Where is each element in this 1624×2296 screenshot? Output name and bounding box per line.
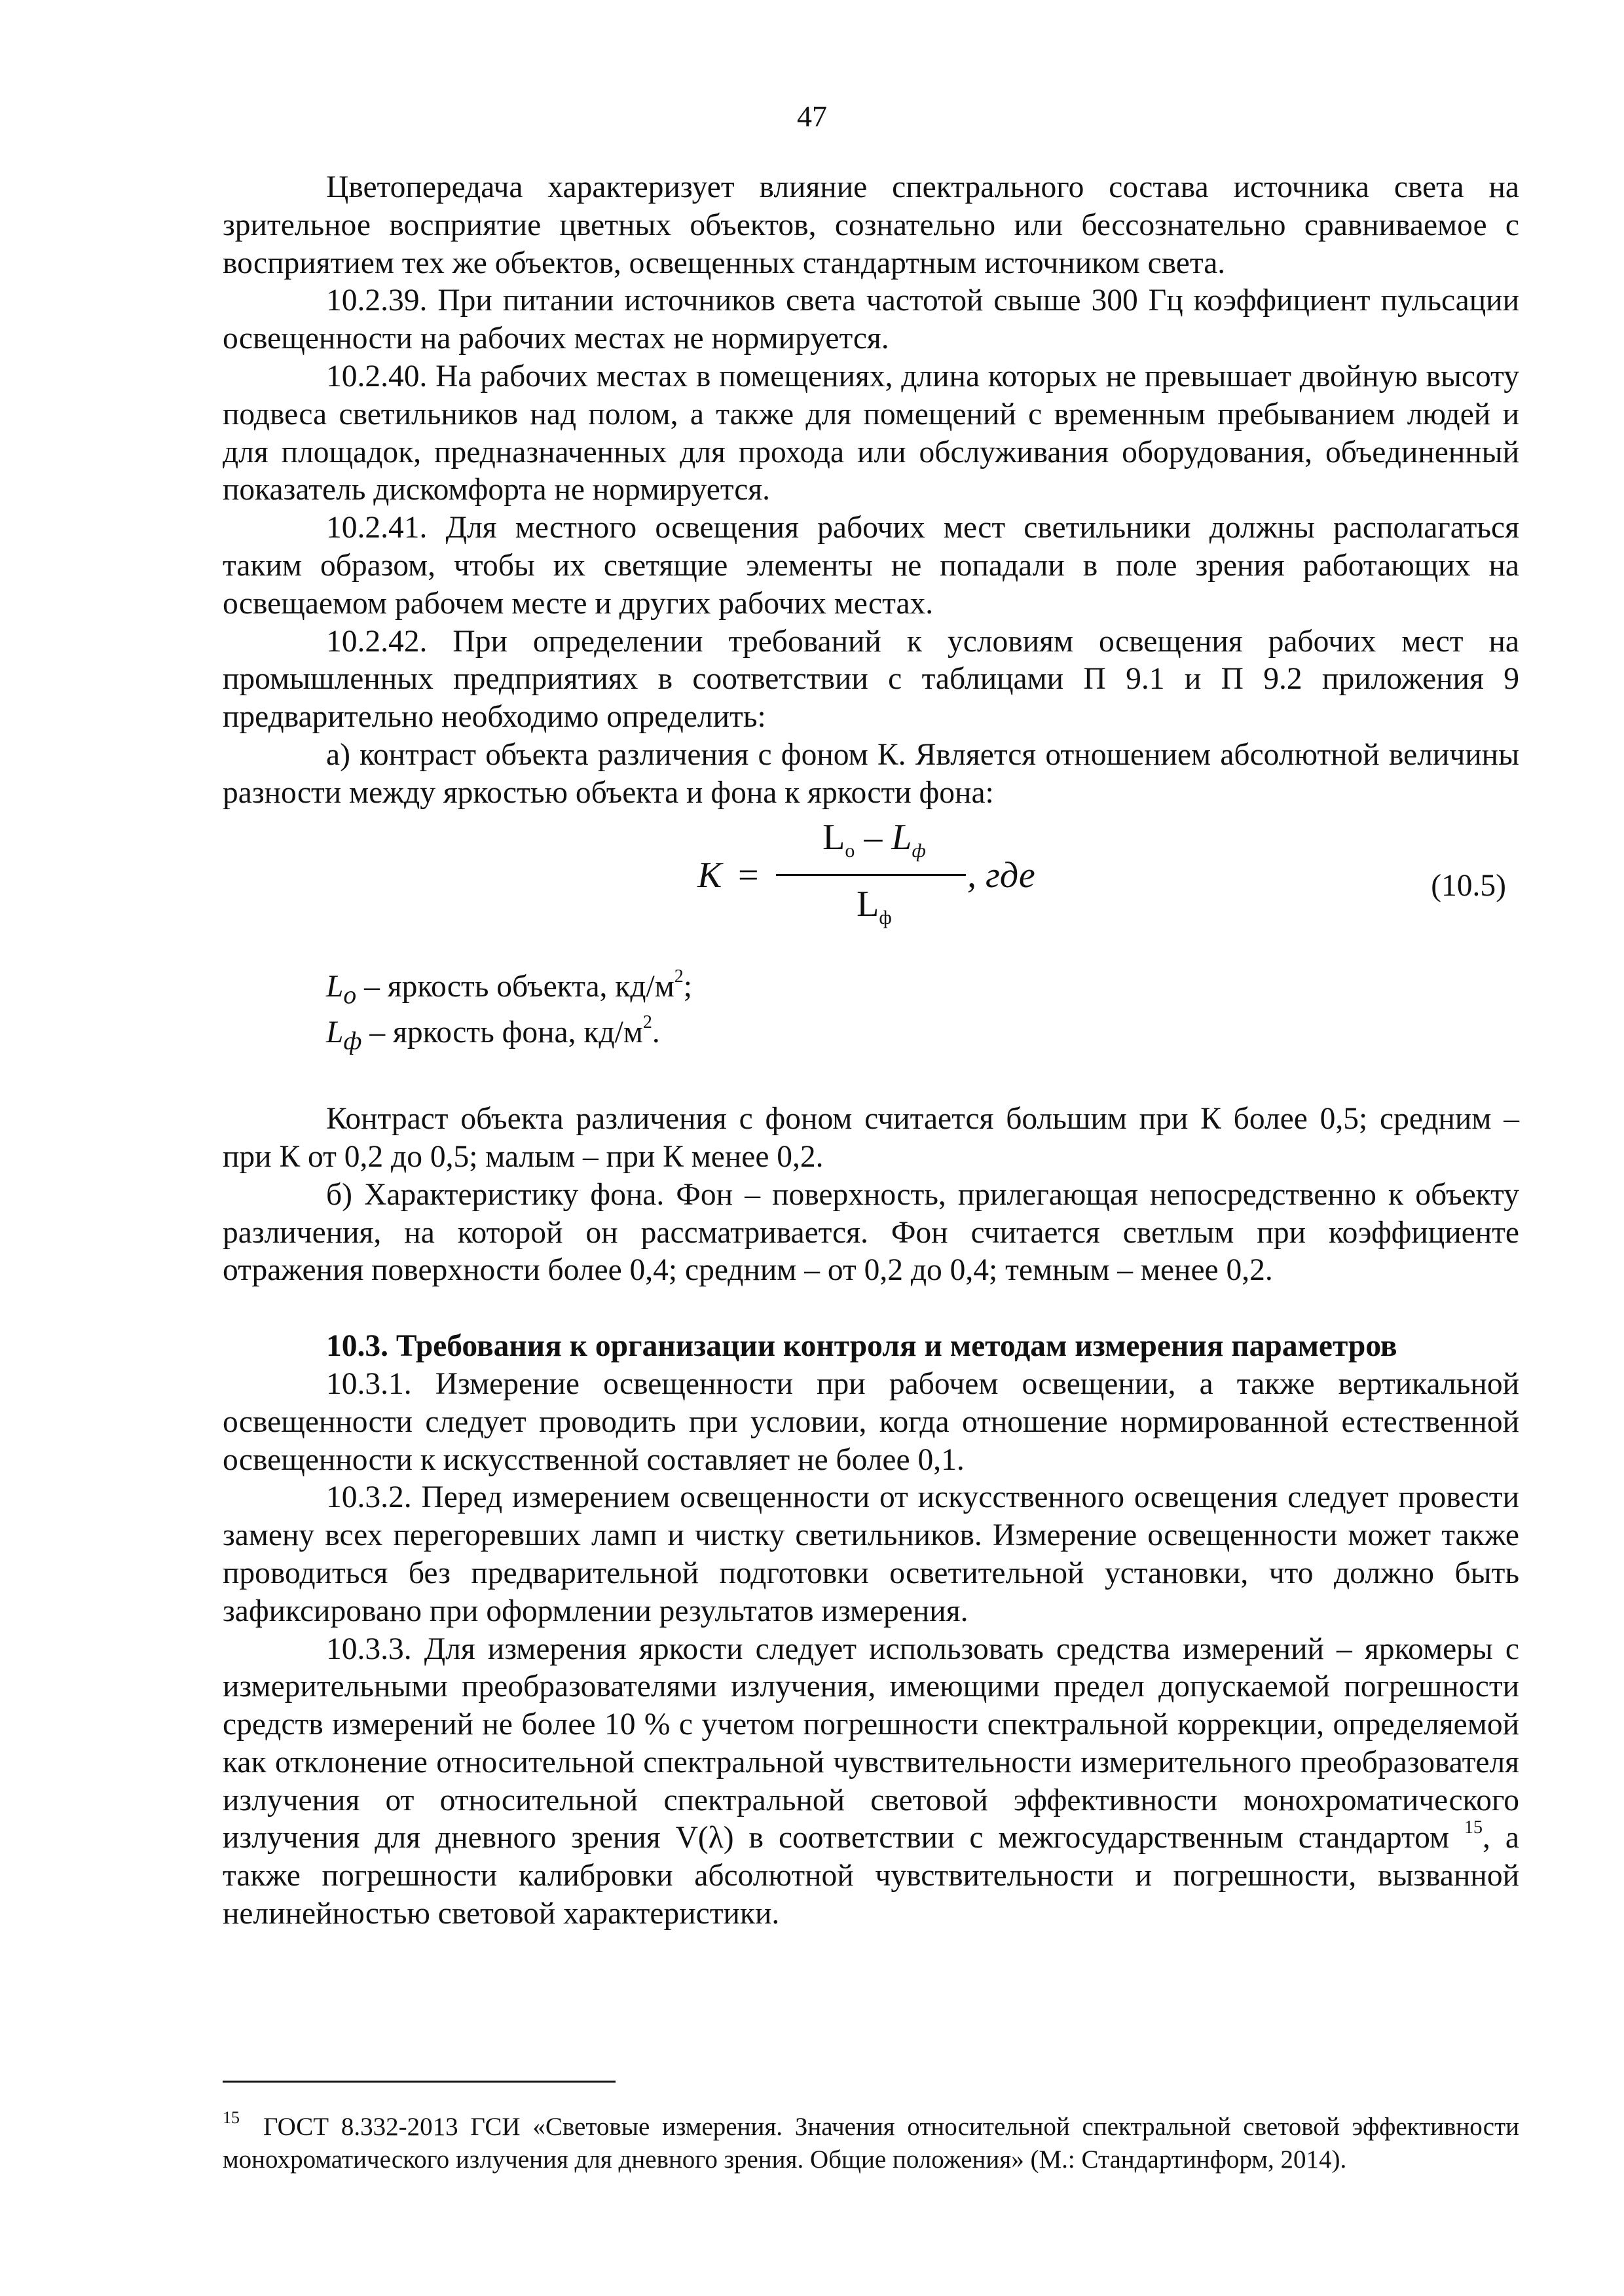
footnote-text: ГОСТ 8.332-2013 ГСИ «Световые измерения. Значения относительной спектральной световой эффективности монохроматического излучения для дневного зрения. Общие положения» (М.: Стандартинформ, 2014). — [223, 2113, 1519, 2174]
section-heading-10-3: 10.3. Требования к организации контроля и методам измерения параметров — [326, 1329, 1397, 1364]
paragraph-background: б) Характеристику фона. Фон – поверхность, прилегающая непосредственно к объекту различения, на которой он рассматривается. Фон считается светлым при коэффициенте отражения поверхности более 0,4; средним – от 0,2 до 0,4; темным – менее 0,2. — [223, 1177, 1519, 1288]
formula-numerator: $L_о - L_ф$ — [822, 816, 926, 862]
equation-number: (10.5) — [1431, 868, 1506, 903]
paragraph-10-2-41: 10.2.41. Для местного освещения рабочих мест светильники должны располагаться таким образом, чтобы их светящие элементы не попадали в поле зрения работающих на освещаемом рабочем месте и других рабочих местах. — [223, 511, 1519, 621]
paragraph-10-3-2: 10.3.2. Перед измерением освещенности от искусственного освещения следует провести замену всех перегоревших ламп и чистку светильников. Измерение освещенности может также проводиться без предварительной подготовки осветительной установки, что должно быть зафиксировано при оформлении результатов измерения. — [223, 1480, 1519, 1628]
formula-denominator: $L_ф$ — [857, 883, 892, 928]
footnote — [223, 2102, 1519, 2176]
formula-lhs: К — [697, 854, 722, 896]
variable-object-luminance: $L_о$ – яркость объекта, кд/м$^2$; — [326, 966, 692, 1010]
paragraph-10-2-39: 10.2.39. При питании источников света частотой свыше 300 Гц коэффициент пульсации освещенности на рабочих местах не нормируется. — [223, 283, 1519, 356]
equation-10-5 — [223, 818, 1519, 968]
paragraph-10-3-3: 10.3.3. Для измерения яркости следует использовать средства измерений – яркомеры с измерительными преобразователями излучения, имеющими предел допускаемой погрешности средств измерений не более 10 % с учетом погрешности спектральной коррекции, определяемой как отклонение относительной спектральной чувствительности измерительного преобразователя излучения от относительной спектральной световой эффективности монохроматического излучения для дневного зрения V(λ) в соответствии с межгосударственным стандартом $^{15}$, а также погрешности калибровки абсолютной чувствительности и погрешности, вызванной нелинейностью световой характеристики. — [223, 1631, 1519, 1931]
formula-variables — [223, 968, 1519, 1061]
paragraph-color-rendering: Цветопередача характеризует влияние спектрального состава источника света на зрительное восприятие цветных объектов, сознательно или бессознательно сравниваемое с восприятием тех же объектов, освещенных стандартным источником света. — [223, 170, 1519, 280]
variable-background-luminance: $L_ф$ – яркость фона, кд/м$^2$. — [326, 1011, 660, 1055]
contrast-formula — [697, 816, 1064, 963]
paragraph-contrast-definition: а) контраст объекта различения с фоном К. Является отношением абсолютной величины разности между яркостью объекта и фона к яркости фона: — [223, 737, 1519, 810]
footnote-separator — [223, 2081, 616, 2083]
document-body — [223, 169, 1519, 1933]
paragraph-contrast-levels: Контраст объекта различения с фоном считается большим при К более 0,5; средним – при К от 0,2 до 0,5; малым – при К менее 0,2. — [223, 1102, 1519, 1174]
formula-tail: , где — [967, 854, 1035, 896]
footnote-reference[interactable]: 15 — [1464, 1817, 1483, 1838]
page-number: 47 — [797, 100, 827, 133]
paragraph-10-2-42: 10.2.42. При определении требований к условиям освещения рабочих мест на промышленных предприятиях в соответствии с таблицами П 9.1 и П 9.2 приложения 9 предварительно необходимо определить: — [223, 624, 1519, 735]
formula-equals: = — [738, 854, 759, 896]
paragraph-10-3-1: 10.3.1. Измерение освещенности при рабочем освещении, а также вертикальной освещенности следует проводить при условии, когда отношение нормированной естественной освещенности к искусственной составляет не более 0,1. — [223, 1366, 1519, 1477]
footnote-mark: 15 — [223, 2108, 240, 2127]
fraction-bar — [776, 874, 966, 876]
paragraph-10-2-40: 10.2.40. На рабочих местах в помещениях, длина которых не превышает двойную высоту подвеса светильников над полом, а также для помещений с временным пребыванием людей и для площадок, предназначенных для прохода или обслуживания оборудования, объединенный показатель дискомфорта не нормируется. — [223, 359, 1519, 507]
